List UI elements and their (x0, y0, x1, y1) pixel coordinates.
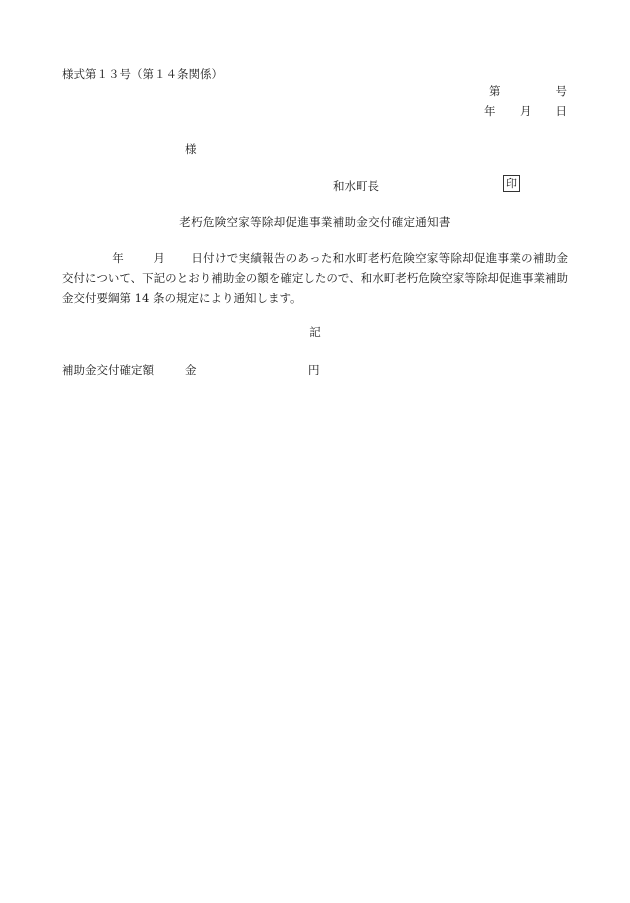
amount-line (62, 362, 320, 378)
doc-number-prefix: 第 (489, 84, 501, 98)
amount-label: 補助金交付確定額 (62, 363, 154, 377)
date-month: 月 (520, 104, 532, 118)
body-text: 日付けで実績報告のあった和水町老朽危険空家等除却促進事業の補助金交付について、下記のとおり補助金の額を確定したので、和水町老朽危険空家等除却促進事業補助金交付要綱第 14 条の規定により通知します。 (62, 251, 568, 305)
form-number: 様式第１３号（第１４条関係） (62, 67, 223, 81)
recipient-honorific: 様 (185, 142, 197, 156)
body-year-mark: 年 (112, 251, 125, 265)
document-title: 老朽危険空家等除却促進事業補助金交付確定通知書 (179, 215, 451, 229)
issuer-name: 和水町長 (333, 179, 379, 193)
body-month-mark: 月 (153, 251, 166, 265)
amount-gold: 金 (185, 363, 197, 377)
amount-yen: 円 (308, 363, 320, 377)
seal-mark: 印 (503, 175, 520, 192)
date-year: 年 (484, 104, 496, 118)
doc-number-suffix: 号 (555, 84, 567, 98)
date-day: 日 (555, 104, 567, 118)
ki-heading: 記 (309, 325, 321, 339)
body-paragraph (62, 248, 568, 308)
